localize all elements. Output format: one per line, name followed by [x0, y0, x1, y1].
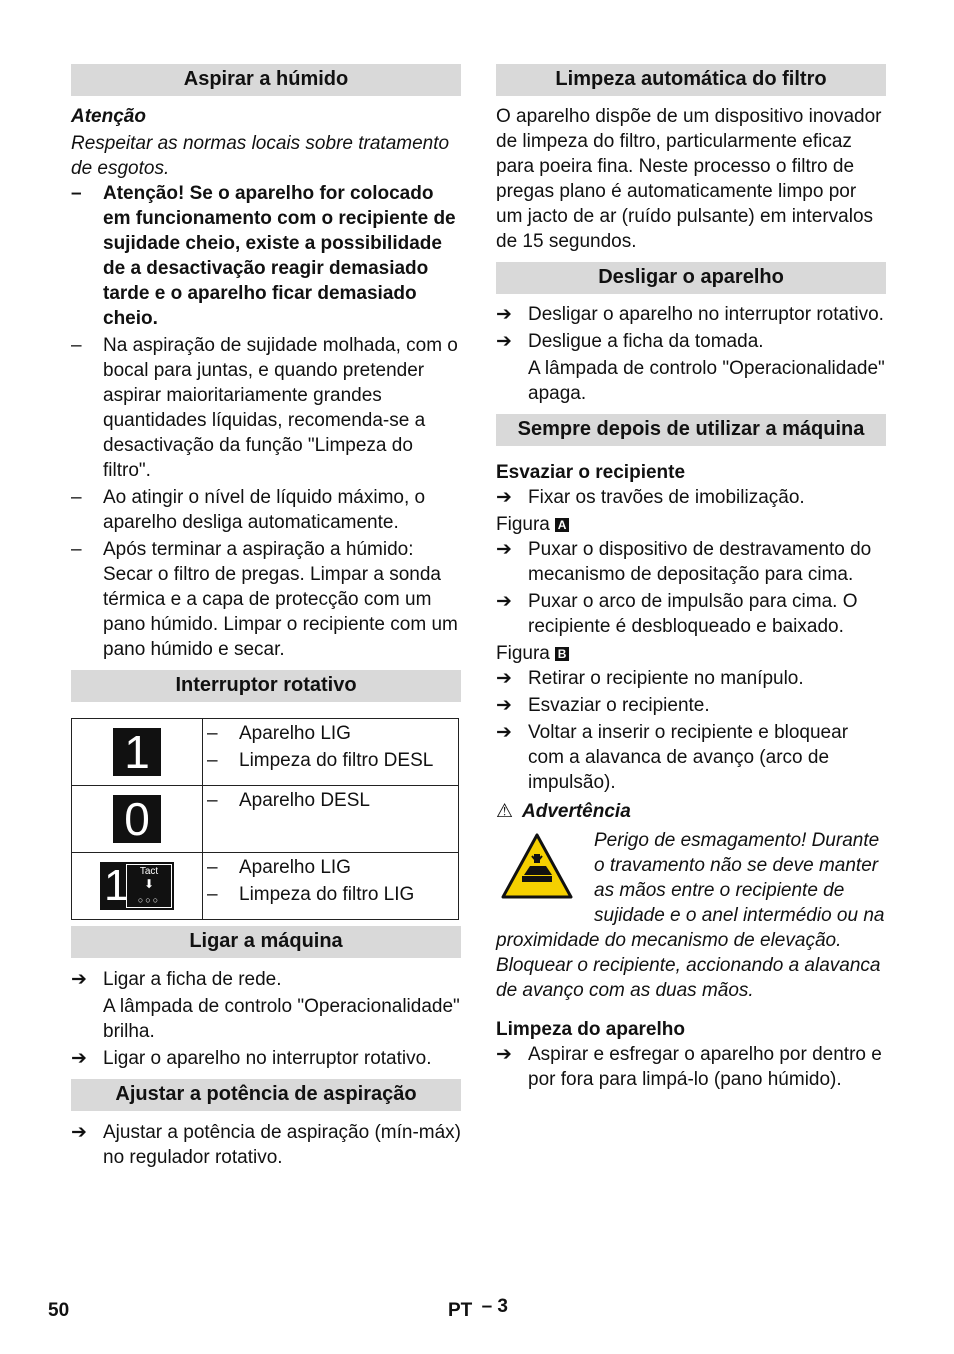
figure-b-ref: Figura B [496, 641, 886, 666]
arrow-right-icon: ➔ [496, 722, 512, 743]
switch-row-3 [72, 853, 459, 920]
heading-auto-filter: Limpeza automática do filtro [496, 64, 886, 96]
subheading-empty-container: Esvaziar o recipiente [496, 462, 686, 483]
start-note: A lâmpada de controlo "Operacionalidade" brilha. [103, 996, 460, 1042]
footer-section: – 3 [481, 1296, 508, 1317]
arrow-right-icon: ➔ [496, 668, 512, 689]
empty-step-4: ➔ Retirar o recipiente no manípulo. [496, 668, 804, 689]
figure-a-badge: A [555, 518, 569, 532]
start-step-1: ➔ Ligar a ficha de rede. [71, 969, 282, 990]
empty-step-3: ➔ Puxar o arco de impulsão para cima. O recipiente é desbloqueado e baixado. [496, 591, 858, 637]
arrow-right-icon: ➔ [496, 331, 512, 352]
off-step-1: ➔ Desligar o aparelho no interruptor rotativo. [496, 304, 884, 325]
switch-row-1 [72, 719, 459, 786]
switch-line: – Aparelho LIG [207, 855, 454, 880]
off-step-2: ➔ Desligue a ficha da tomada. [496, 331, 764, 352]
arrow-right-icon: ➔ [71, 1048, 87, 1069]
off-note: A lâmpada de controlo "Operacionalidade" apaga. [528, 358, 885, 404]
wet-item-1: – Atenção! Se o aparelho for colocado em funcionamento com o recipiente de sujidade cheio, existe a possibilidade de a desactivação reagir demasiado tarde e o aparelho ficar demasiado cheio. [71, 181, 461, 331]
switch-line: – Limpeza do filtro DESL [207, 748, 454, 773]
switch-symbol-tact-icon: 1 Tact ⬇ ○○○ [100, 862, 174, 910]
heading-switch-on: Ligar a máquina [71, 926, 461, 958]
switch-line: – Limpeza do filtro LIG [207, 882, 454, 907]
dots-icon: ○○○ [137, 895, 161, 905]
switch-line: – Aparelho DESL [207, 788, 454, 813]
page-number: 50 [48, 1300, 70, 1321]
arrow-right-icon: ➔ [496, 1044, 512, 1065]
auto-filter-text: O aparelho dispõe de um dispositivo inovador de limpeza do filtro, particularmente eficaz para poeira fina. Neste processo o filtro de pregas plano é automaticamente limpo por um jacto de ar (ruído pulsante) em intervalos de 15 segundos. [496, 106, 882, 252]
footer-language: PT – 3 [448, 1296, 508, 1321]
arrow-right-icon: ➔ [496, 539, 512, 560]
heading-wet-vacuum: Aspirar a húmido [71, 64, 461, 96]
hand-crush-hazard-icon [500, 832, 574, 900]
arrow-right-icon: ➔ [496, 487, 512, 508]
arrow-right-icon: ➔ [496, 695, 512, 716]
start-step-2: ➔ Ligar o aparelho no interruptor rotativo. [71, 1048, 432, 1069]
switch-line: – Aparelho LIG [207, 721, 454, 746]
clean-step: ➔ Aspirar e esfregar o aparelho por dentro e por fora para limpá-lo (pano húmido). [496, 1044, 882, 1090]
empty-step-5: ➔ Esvaziar o recipiente. [496, 695, 710, 716]
heading-after-use: Sempre depois de utilizar a máquina [496, 414, 886, 446]
switch-symbol-off: 0 [113, 795, 161, 843]
switch-row-2 [72, 786, 459, 853]
tact-label: Tact [139, 866, 159, 877]
attention-text: Respeitar as normas locais sobre tratamento de esgotos. [71, 133, 450, 179]
right-column [496, 64, 886, 1094]
arrow-right-icon: ➔ [496, 304, 512, 325]
attention-label: Atenção [71, 106, 146, 127]
heading-suction-power: Ajustar a potência de aspiração [71, 1079, 461, 1111]
arrow-right-icon: ➔ [496, 591, 512, 612]
switch-symbol-on: 1 [113, 728, 161, 776]
figure-b-badge: B [555, 647, 569, 661]
switch-table [71, 718, 459, 920]
empty-step-6: ➔ Voltar a inserir o recipiente e bloquear com a alavanca de avanço (arco de impulsão). [496, 722, 849, 793]
left-column [71, 64, 461, 1172]
subheading-cleaning: Limpeza do aparelho [496, 1019, 685, 1040]
heading-rotary-switch: Interruptor rotativo [71, 670, 461, 702]
figure-a-ref: Figura A [496, 512, 886, 537]
down-arrow-icon: ⬇ [143, 877, 155, 891]
empty-step-2: ➔ Puxar o dispositivo de destravamento do mecanismo de depositação para cima. [496, 539, 872, 585]
power-step: ➔ Ajustar a potência de aspiração (mín-máx) no regulador rotativo. [71, 1122, 461, 1168]
warning-triangle-icon: ⚠ [496, 801, 514, 822]
arrow-right-icon: ➔ [71, 969, 87, 990]
wet-item-2: – Na aspiração de sujidade molhada, com o bocal para juntas, e quando pretender aspirar maioritariamente grandes quantidades líquidas, recomenda-se a desactivação da função "Limpeza do filtro". [71, 333, 461, 483]
wet-item-4: – Após terminar a aspiração a húmido: Secar o filtro de pregas. Limpar a sonda térmica e a capa de protecção com um pano húmido. Limpar o recipiente com um pano húmido e secar. [71, 537, 461, 662]
empty-step-1: ➔ Fixar os travões de imobilização. [496, 487, 805, 508]
heading-switch-off: Desligar o aparelho [496, 262, 886, 294]
warning-heading: ⚠ Advertência [496, 801, 631, 822]
warning-block [496, 828, 886, 1003]
wet-item-3: – Ao atingir o nível de líquido máximo, o aparelho desliga automaticamente. [71, 485, 461, 535]
warning-text: Perigo de esmagamento! Durante o travamento não se deve manter as mãos entre o recipiente de sujidade e o anel intermédio ou na proximidade do mecanismo de elevação. Bloquear o recipiente, accionando a alavanca de avanço com as duas mãos. [496, 830, 885, 1001]
arrow-right-icon: ➔ [71, 1122, 87, 1143]
